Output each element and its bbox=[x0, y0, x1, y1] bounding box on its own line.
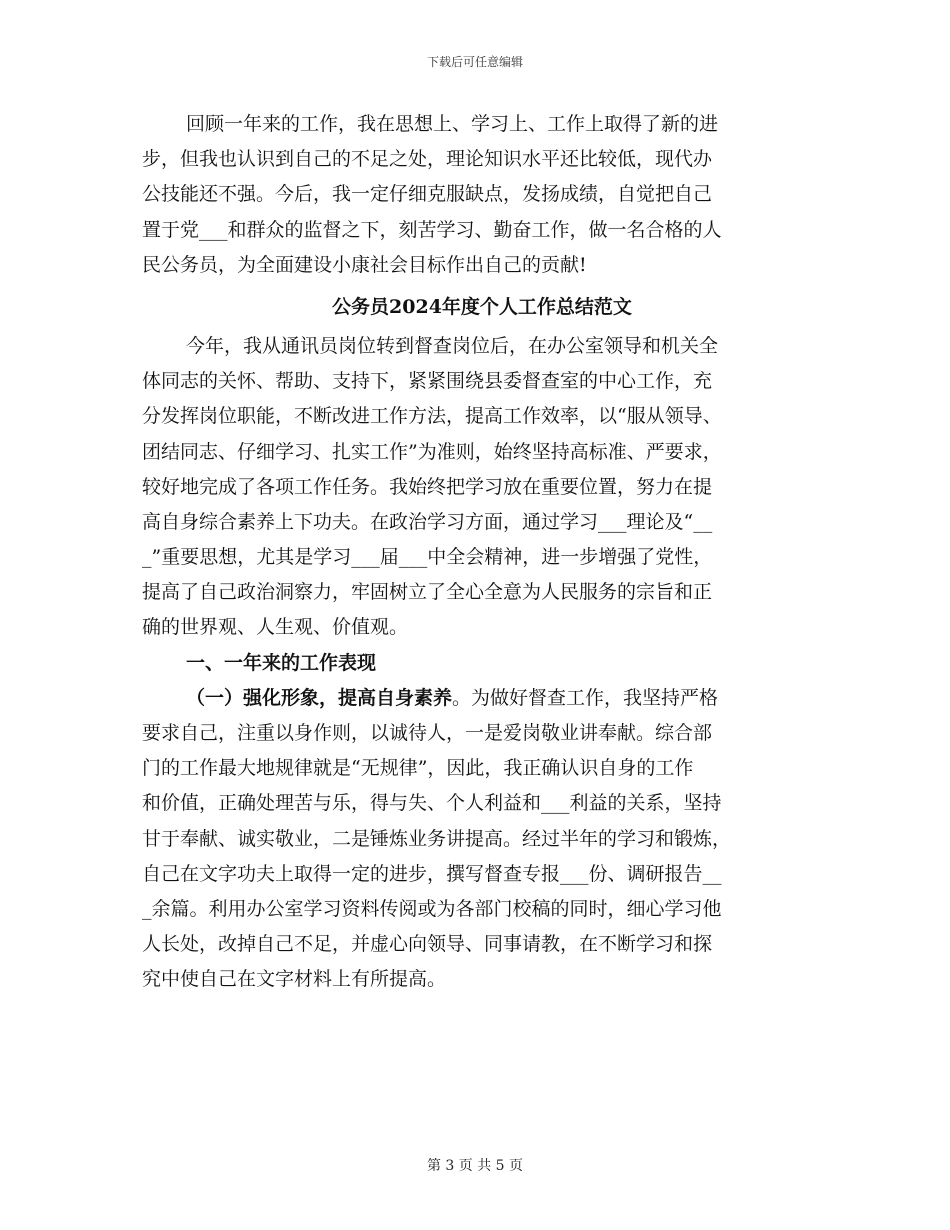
text-line: 较好地完成了各项工作任务。我始终把学习放在重要位置，努力在提 bbox=[142, 475, 713, 498]
text-line: _余篇。利用办公室学习资料传阅或为各部门校稿的同时，细心学习他 bbox=[142, 897, 722, 920]
text-line: 高自身综合素养上下功夫。在政治学习方面，通过学习___理论及“__ bbox=[142, 510, 713, 533]
text-line: _”重要思想，尤其是学习___届___中全会精神，进一步增强了党性， bbox=[142, 546, 713, 569]
text-line-lead bbox=[142, 681, 822, 716]
header-note: 下载后可任意编辑 bbox=[426, 55, 523, 69]
text-line: 要求自己，注重以身作则，以诚待人，一是爱岗敬业讲奉献。综合部 bbox=[142, 722, 713, 744]
text-line: 甘于奉献、诚实敬业，二是锤炼业务讲提高。经过半年的学习和锻炼， bbox=[142, 827, 732, 850]
lead-text: 。为做好督查工作，我坚持严格 bbox=[452, 686, 719, 709]
page-number: 第 3 页 共 5 页 bbox=[426, 1158, 524, 1174]
text-line: 置于党___和群众的监督之下，刻苦学习、勤奋工作，做一名合格的人 bbox=[142, 218, 722, 241]
document-title: 公务员2024年度个人工作总结范文 bbox=[332, 295, 632, 318]
text-line: 门的工作最大地规律就是“无规律”，因此，我正确认识自身的工作 bbox=[142, 757, 694, 780]
text-line: 公技能还不强。今后，我一定仔细克服缺点，发扬成绩，自觉把自己 bbox=[142, 183, 713, 206]
subsection-heading: （一）强化形象，提高自身素养 bbox=[186, 686, 453, 709]
text-line: 和价值，正确处理苦与乐，得与失、个人利益和___利益的关系，坚持 bbox=[142, 792, 722, 815]
text-line: 人长处，改掉自己不足，并虚心向领导、同事请教，在不断学习和探 bbox=[142, 933, 713, 956]
text-line: 民公务员，为全面建设小康社会目标作出自己的贡献! bbox=[142, 253, 587, 276]
paragraph-2 bbox=[142, 681, 822, 998]
intro-paragraph bbox=[142, 107, 822, 283]
text-line: 提高了自己政治洞察力，牢固树立了全心全意为人民服务的宗旨和正 bbox=[142, 581, 713, 604]
text-line: 回顾一年来的工作，我在思想上、学习上、工作上取得了新的进 bbox=[186, 113, 719, 135]
text-line: 究中使自己在文字材料上有所提高。 bbox=[142, 968, 447, 991]
text-line: 分发挥岗位职能，不断改进工作方法，提高工作效率，以“服从领导、 bbox=[142, 405, 722, 428]
text-line: 自己在文字功夫上取得一定的进步，撰写督查专报___份、调研报告__ bbox=[142, 862, 722, 885]
paragraph-1 bbox=[142, 329, 822, 646]
document-body bbox=[142, 107, 822, 998]
text-line: 团结同志、仔细学习、扎实工作”为准则，始终坚持高标准、严要求， bbox=[142, 440, 722, 463]
text-line: 确的世界观、人生观、价值观。 bbox=[142, 616, 409, 639]
text-line: 体同志的关怀、帮助、支持下，紧紧围绕县委督查室的中心工作，充 bbox=[142, 370, 713, 393]
text-line: 今年，我从通讯员岗位转到督查岗位后，在办公室领导和机关全 bbox=[186, 334, 719, 357]
section-heading: 一、一年来的工作表现 bbox=[186, 651, 377, 674]
text-line: 步，但我也认识到自己的不足之处，理论知识水平还比较低，现代办 bbox=[142, 148, 713, 171]
